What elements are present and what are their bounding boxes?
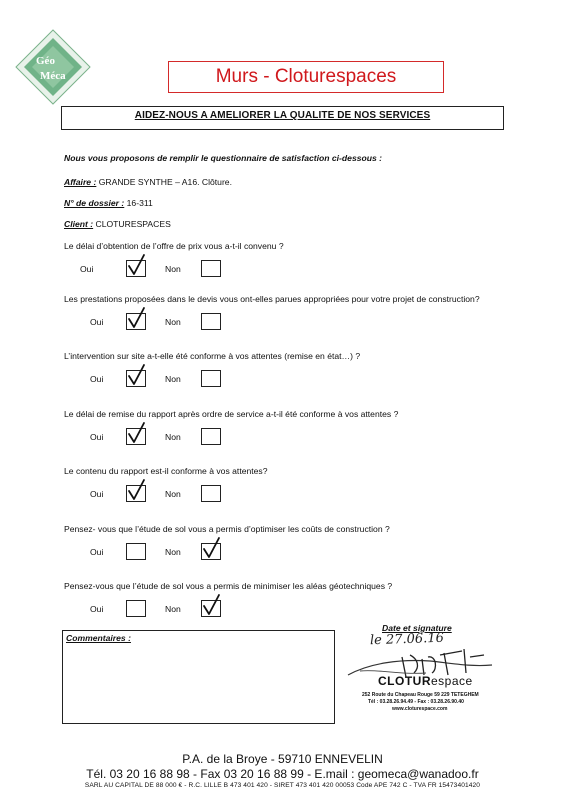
question-4-text: Le délai de remise du rapport après ordre de service a-t-il été conforme à vos attentes ? [64, 409, 399, 419]
stamp-web: www.cloturespace.com [392, 706, 448, 712]
stamp-phone: Tél : 03.28.26.94.49 - Fax : 03.28.26.90.40 [368, 699, 464, 705]
question-2-no-label: Non [165, 317, 181, 327]
question-5-yes-checkbox[interactable] [126, 485, 146, 502]
stamp-address: 252 Route du Chapeau Rouge 59 229 TETEGHEM [362, 692, 479, 698]
question-5-no-checkbox[interactable] [201, 485, 221, 502]
question-7-no-label: Non [165, 604, 181, 614]
question-1-yes-label: Oui [80, 264, 94, 274]
document-title [168, 61, 444, 93]
intro-text: Nous vous proposons de remplir le questionnaire de satisfaction ci-dessous : [64, 153, 383, 163]
question-3-no-checkbox[interactable] [201, 370, 221, 387]
question-6-yes-checkbox[interactable] [126, 543, 146, 560]
question-6-yes-label: Oui [90, 547, 104, 557]
question-6-text: Pensez- vous que l’étude de sol vous a permis d’optimiser les coûts de construction ? [64, 524, 390, 534]
signature-label: Date et signature [382, 623, 452, 633]
question-1-no-checkbox[interactable] [201, 260, 221, 277]
field-dossier [64, 198, 153, 208]
comments-box[interactable] [62, 630, 335, 724]
question-7-yes-checkbox[interactable] [126, 600, 146, 617]
question-4-no-label: Non [165, 432, 181, 442]
question-6-no-checkbox[interactable] [201, 543, 221, 560]
question-5-no-label: Non [165, 489, 181, 499]
stamp-company-bold: CLOTUR [378, 674, 431, 688]
question-4-yes-checkbox[interactable] [126, 428, 146, 445]
comments-label: Commentaires : [66, 633, 131, 643]
question-2-text: Les prestations proposées dans le devis vous ont-elles parues appropriées pour votre projet de construction? [64, 294, 480, 304]
question-5-text: Le contenu du rapport est-il conforme à vos attentes? [64, 466, 268, 476]
field-dossier-value: 16-311 [126, 198, 153, 208]
question-2-yes-checkbox[interactable] [126, 313, 146, 330]
question-1-text: Le délai d’obtention de l’offre de prix vous a-t-il convenu ? [64, 241, 284, 251]
question-4-no-checkbox[interactable] [201, 428, 221, 445]
logo-line1: Géo [36, 55, 55, 67]
footer-legal: SARL AU CAPITAL DE 88 000 € - R.C. LILLE B 473 401 420 - SIRET 473 401 420 00053 Code APE 742 C - TVA FR 15473401420 [84, 782, 481, 789]
question-7-no-checkbox[interactable] [201, 600, 221, 617]
signature-date: le 27.06.16 [369, 630, 445, 649]
field-client-label: Client : [64, 219, 94, 229]
document-title-text: Murs - Cloturespaces [215, 66, 397, 87]
survey-banner [61, 106, 504, 130]
question-7-text: Pensez-vous que l’étude de sol vous a permis de minimiser les aléas géotechniques ? [64, 581, 393, 591]
field-affaire-label: Affaire : [64, 177, 97, 187]
field-affaire [64, 177, 232, 187]
stamp-company-rest: espace [431, 674, 473, 688]
question-5-yes-label: Oui [90, 489, 104, 499]
logo-line2: Méca [40, 70, 66, 82]
question-1-yes-checkbox[interactable] [126, 260, 146, 277]
footer-address: P.A. de la Broye - 59710 ENNEVELIN [182, 752, 383, 766]
footer-contact: Tél. 03 20 16 88 98 - Fax 03 20 16 88 99 - E.mail : geomeca@wanadoo.fr [86, 767, 479, 781]
field-client [64, 219, 171, 229]
question-2-yes-label: Oui [90, 317, 104, 327]
survey-banner-text: AIDEZ-NOUS A AMELIORER LA QUALITE DE NOS SERVICES [134, 110, 431, 121]
question-1-no-label: Non [165, 264, 181, 274]
field-affaire-value: GRANDE SYNTHE – A16. Clôture. [98, 177, 232, 187]
company-logo [14, 28, 92, 106]
field-client-value: CLOTURESPACES [95, 219, 171, 229]
question-3-yes-checkbox[interactable] [126, 370, 146, 387]
question-3-yes-label: Oui [90, 374, 104, 384]
question-3-no-label: Non [165, 374, 181, 384]
question-7-yes-label: Oui [90, 604, 104, 614]
question-6-no-label: Non [165, 547, 181, 557]
question-2-no-checkbox[interactable] [201, 313, 221, 330]
stamp-company [378, 674, 473, 688]
question-3-text: L’intervention sur site a-t-elle été conforme à vos attentes (remise en état…) ? [64, 351, 361, 361]
field-dossier-label: N° de dossier : [64, 198, 125, 208]
question-4-yes-label: Oui [90, 432, 104, 442]
